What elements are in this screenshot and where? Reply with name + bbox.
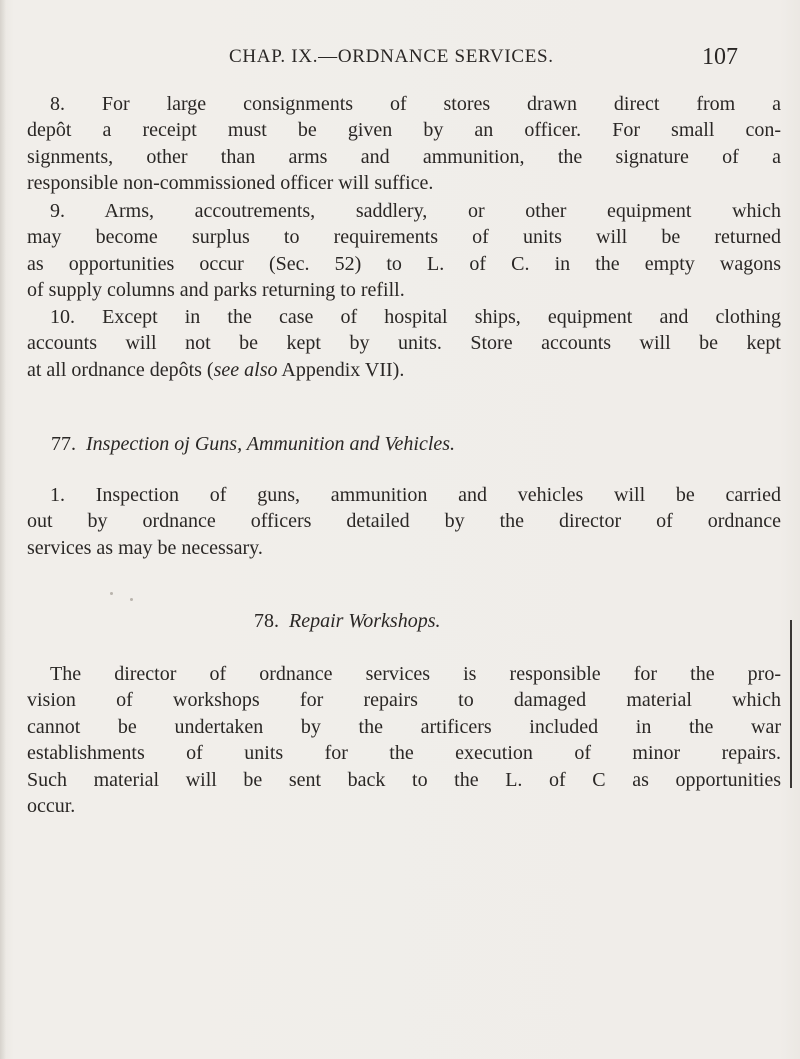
text-line: cannot be undertaken by the artificers included in the war — [27, 716, 781, 738]
text-line: signments, other than arms and ammunition, the signature of a — [27, 146, 781, 168]
text-line: The director of ordnance services is responsible for the pro- — [50, 663, 781, 685]
text-line: as opportunities occur (Sec. 52) to L. of C. in the empty wagons — [27, 253, 781, 275]
text-line: depôt a receipt must be given by an officer. For small con- — [27, 119, 781, 141]
section-number: 78. — [254, 610, 279, 632]
text-line: establishments of units for the execution of minor repairs. — [27, 742, 781, 764]
text-line: services as may be necessary. — [27, 537, 263, 559]
text-line: occur. — [27, 795, 76, 817]
scan-speck — [110, 592, 113, 595]
section-number: 77. — [51, 433, 76, 455]
text-line: may become surplus to requirements of units will be returned — [27, 226, 781, 248]
text-line: 10. Except in the case of hospital ships, equipment and clothing — [50, 306, 781, 328]
text-line: responsible non-commissioned officer will suffice. — [27, 172, 434, 194]
section-title: Inspection oj Guns, Ammunition and Vehicles. — [86, 433, 456, 455]
page-number: 107 — [702, 44, 738, 70]
text-fragment: at all ordnance depôts ( — [27, 359, 214, 381]
text-line: of supply columns and parks returning to refill. — [27, 279, 405, 301]
section-heading-77 — [51, 432, 455, 456]
text-line: accounts will not be kept by units. Store accounts will be kept — [27, 332, 781, 354]
margin-rule — [790, 620, 792, 788]
text-line: out by ordnance officers detailed by the director of ordnance — [27, 510, 781, 532]
italic-reference: see also — [213, 359, 278, 381]
text-line: 9. Arms, accoutrements, saddlery, or other equipment which — [50, 200, 781, 222]
section-heading-78 — [254, 609, 440, 633]
page-header — [0, 44, 800, 74]
running-head: CHAP. IX.—ORDNANCE SERVICES. — [229, 46, 554, 67]
text-line — [27, 358, 404, 382]
section-title: Repair Workshops. — [289, 610, 441, 632]
scan-speck — [130, 598, 133, 601]
text-line: Such material will be sent back to the L. of C as opportunities — [27, 769, 781, 791]
text-fragment: Appendix VII). — [277, 359, 405, 381]
text-line: 8. For large consignments of stores drawn direct from a — [50, 93, 781, 115]
page-gutter-shadow — [0, 0, 6, 1059]
text-line: vision of workshops for repairs to damaged material which — [27, 689, 781, 711]
text-line: 1. Inspection of guns, ammunition and vehicles will be carried — [50, 484, 781, 506]
